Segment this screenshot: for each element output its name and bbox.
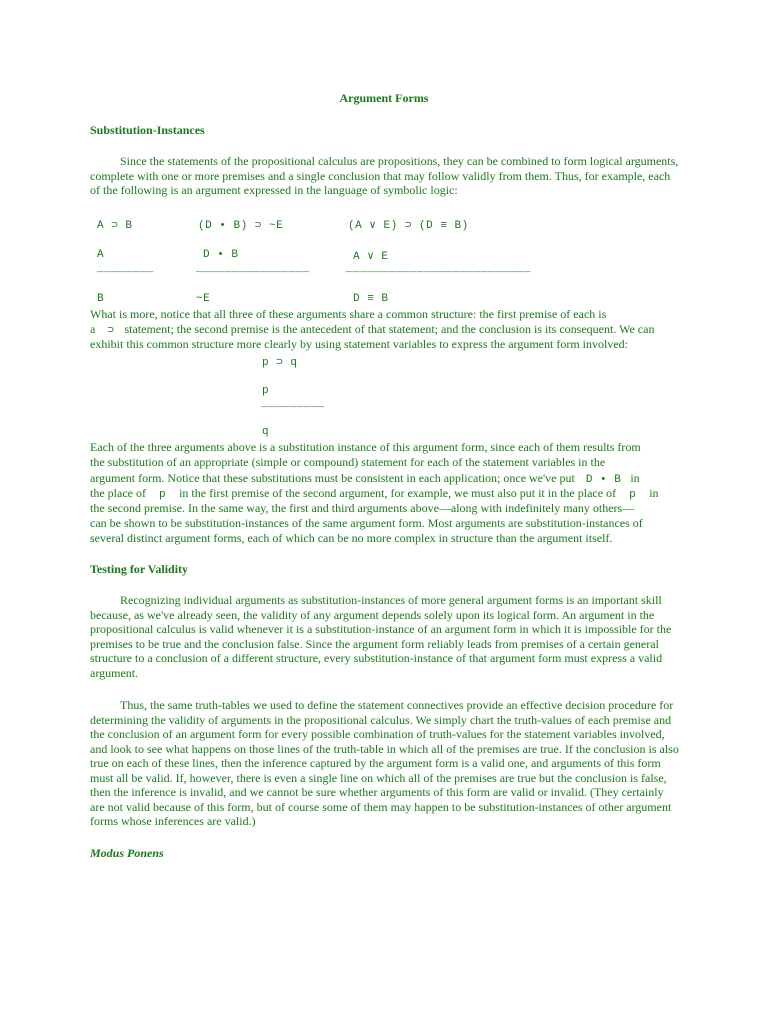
example1-rule: ________: [97, 263, 154, 275]
section-heading-validity: Testing for Validity: [90, 562, 189, 576]
instance-line-1: Each of the three arguments above is a substitution instance of this argument form, since each of them results from: [90, 440, 641, 454]
instance-line-4-a: the place of: [90, 486, 146, 500]
validity-paragraph-2: Thus, the same truth-tables we used to define the statement connectives provide an effective decision procedure for determining the validity of arguments in the propositional calculus. We simply chart the truth-values of each premise and the conclusion of an argument form for every possible combination of truth-values for the statement variables involved, and look to see what happens on those lines of the truth-table in which all of the premises are true. If the conclusion is also true on each of these lines, then the inference captured by the argument form is a valid one, and arguments of this form must all be valid. If, however, there is even a single line on which all of the premises are true but the conclusion is false, then the inference is invalid, and we cannot be sure whether arguments of this form are valid or invalid. (They certainly are not valid because of this form, but of course some of them may happen to be substitution-instances of other argument forms whose inferences are valid.): [90, 698, 679, 828]
section-heading-substitution: Substitution-Instances: [90, 123, 205, 137]
form-premise2: p: [262, 385, 270, 397]
instance-line-4: [90, 486, 659, 501]
example2-premise1: (D • B) ⊃ ~E: [198, 220, 284, 232]
example2-conclusion: ~E: [196, 293, 211, 305]
example3-premise1: (A ∨ E) ⊃ (D ≡ B): [348, 220, 469, 232]
structure-line-2-a: a: [90, 322, 96, 336]
structure-line-2: [90, 322, 654, 337]
instance-line-6: can be shown to be substitution-instances of the same argument form. Most arguments are substitution-instances of: [90, 516, 643, 530]
example3-conclusion: D ≡ B: [353, 293, 389, 305]
example2-premise2: D • B: [203, 249, 239, 261]
inline-d-dot-b: D • B: [585, 474, 622, 486]
page-title: Argument Forms: [339, 91, 429, 105]
instance-line-3-in: in: [630, 471, 640, 485]
example1-premise1: A ⊃ B: [97, 220, 133, 232]
section-heading-modus-ponens: Modus Ponens: [90, 846, 164, 860]
example3-premise2: A ∨ E: [353, 251, 389, 263]
form-premise1: p ⊃ q: [262, 357, 298, 369]
instance-line-5: the second premise. In the same way, the first and third arguments above—along with indefinitely many others—: [90, 501, 635, 515]
horseshoe-symbol: ⊃: [107, 325, 115, 337]
instance-line-3-text: argument form. Notice that these substitutions must be consistent in each application; once we've put: [90, 471, 575, 485]
inline-p-1: p: [158, 489, 167, 501]
instance-line-2: the substitution of an appropriate (simple or compound) statement for each of the statement variables in the: [90, 455, 606, 469]
structure-line-1: What is more, notice that all three of these arguments share a common structure: the first premise of each is: [90, 307, 607, 321]
example1-premise2: A: [97, 249, 105, 261]
example1-conclusion: B: [97, 293, 105, 305]
instance-line-4-b: in the first premise of the second argument, for example, we must also put it in the place of: [179, 486, 617, 500]
inline-p-2: p: [629, 489, 637, 501]
form-rule: _________: [261, 398, 325, 410]
intro-paragraph: Since the statements of the propositional calculus are propositions, they can be combined to form logical arguments, complete with one or more premises and a single conclusion that may follow validly from them. Thus, for example, each of the following is an argument expressed in the language of symbolic logic:: [90, 154, 679, 197]
instance-line-3: [90, 471, 640, 486]
example3-rule: __________________________: [346, 263, 531, 275]
validity-paragraph-1: Recognizing individual arguments as substitution-instances of more general argument forms is an important skill because, as we've already seen, the validity of any argument depends solely upon its logical form. An argument in the propositional calculus is valid whenever it is a substitution-instance of an argument form in which it is impossible for the premises to be true and the conclusion false. Since the argument form reliably leads from premises of a certain general structure to a conclusion of a different structure, every substitution-instance of that argument form must express a valid argument.: [90, 593, 672, 680]
form-conclusion: q: [262, 426, 270, 438]
structure-line-2-b: statement; the second premise is the antecedent of that statement; and the conclusion is its consequent. We can: [124, 322, 655, 336]
example2-rule: ________________: [196, 263, 310, 275]
instance-line-7: several distinct argument forms, each of which can be no more complex in structure than the argument itself.: [90, 531, 613, 545]
structure-line-3: exhibit this common structure more clearly by using statement variables to express the argument form involved:: [90, 337, 628, 351]
instance-line-4-c: in: [649, 486, 659, 500]
